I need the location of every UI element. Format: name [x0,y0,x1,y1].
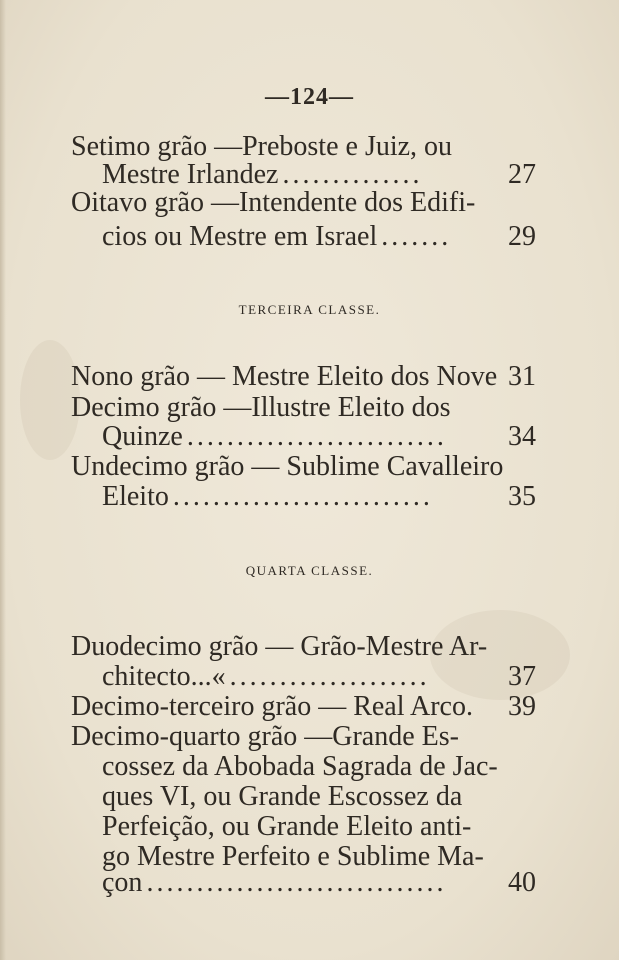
toc-line-text: Decimo-quarto grão —Grande Es- [71,721,459,752]
toc-line-text: cossez da Abobada Sagrada de Jac- [102,751,498,782]
toc-page-number: 35 [508,481,536,512]
toc-line [102,752,498,782]
toc-line [71,188,475,218]
toc-page-number: 34 [508,421,536,452]
toc-line-text: chitecto...« [102,661,226,692]
toc-page-number: 27 [508,159,536,190]
dot-leader: .................... [229,662,430,692]
toc-page-number: 31 [508,361,536,392]
toc-line-text: ques VI, ou Grande Escossez da [102,781,463,812]
toc-page-number: 29 [508,221,536,252]
toc-entry [102,422,536,452]
dot-leader: .......................... [186,422,447,452]
toc-page-number: 40 [508,867,536,898]
toc-line-text: cios ou Mestre em Israel [102,221,378,252]
toc-line [102,782,462,812]
dot-leader: .............. [282,160,423,190]
toc-line-text: Decimo grão —Illustre Eleito dos [71,392,451,423]
toc-line-text: Oitavo grão —Intendente dos Edifi- [71,187,476,218]
toc-entry [102,160,536,190]
toc-line-text: Eleito [102,481,169,512]
toc-line-text: go Mestre Perfeito e Sublime Ma- [102,841,484,872]
toc-page-number: 39 [508,691,536,722]
toc-line [71,393,450,423]
toc-line [71,722,459,752]
toc-line [71,452,503,482]
toc-entry [71,362,536,392]
section-heading: QUARTA CLASSE. [245,563,374,578]
toc-line-text: Setimo grão —Preboste e Juiz, ou [71,131,453,162]
toc-line-text: Quinze [102,421,183,452]
toc-line-text: Perfeição, ou Grande Eleito anti- [102,811,472,842]
toc-entry [71,692,536,722]
section-heading: TERCEIRA CLASSE. [238,302,381,317]
toc-line-text: Nono grão — Mestre Eleito dos Nove [71,361,498,392]
toc-entry [102,662,536,692]
page-number: —124— [265,84,354,110]
dot-leader: ....... [381,222,452,252]
toc-entry [102,482,536,512]
toc-line-text: çon [102,867,143,898]
dot-leader: .......................... [172,482,433,512]
toc-page-number: 37 [508,661,536,692]
dot-leader: .............................. [146,868,447,898]
toc-entry [102,868,536,898]
toc-line-text: Mestre Irlandez [102,159,279,190]
toc-line [71,132,504,162]
toc-entry [102,222,536,252]
toc-line [71,632,487,662]
toc-line-text: Undecimo grão — Sublime Cavalleiro [71,451,504,482]
toc-line-text: Decimo-terceiro grão — Real Arco. [71,691,473,722]
page-edge-shadow [0,0,6,960]
toc-line-text: Duodecimo grão — Grão-Mestre Ar- [71,631,488,662]
toc-line [102,812,471,842]
